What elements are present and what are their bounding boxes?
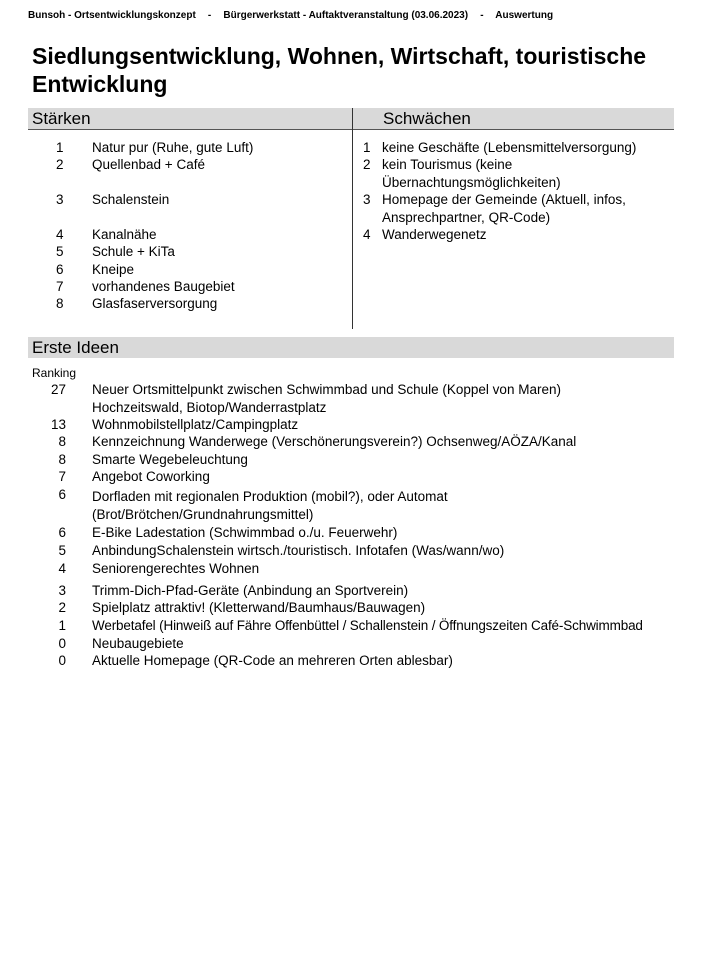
idea-text: AnbindungSchalenstein wirtsch./touristisch. Infotafen (Was/wann/wo) <box>92 543 505 558</box>
item-number: 2 <box>56 157 64 172</box>
item-text: Homepage der Gemeinde (Aktuell, infos, <box>382 192 626 207</box>
idea-text: Smarte Wegebeleuchtung <box>92 452 248 467</box>
rank-value: 4 <box>58 561 66 576</box>
item-text: Natur pur (Ruhe, gute Luft) <box>92 140 254 155</box>
idea-text: Werbetafel (Hinweiß auf Fähre Offenbüttel / Schallenstein / Öffnungszeiten Café-Schwimmbad <box>92 618 643 633</box>
idea-text: Spielplatz attraktiv! (Kletterwand/Baumhaus/Bauwagen) <box>92 600 426 615</box>
idea-text: Angebot Coworking <box>92 469 210 484</box>
idea-text: Neuer Ortsmittelpunkt zwischen Schwimmbad und Schule (Koppel von Maren) <box>92 382 561 397</box>
item-text: Kneipe <box>92 262 135 277</box>
rank-value: 5 <box>58 543 66 558</box>
header-separator: - <box>207 10 212 21</box>
header-project: Bunsoh - Ortsentwicklungskonzept <box>28 10 196 21</box>
rank-value: 3 <box>58 583 66 598</box>
item-text: keine Geschäfte (Lebensmittelversorgung) <box>382 140 637 155</box>
idea-text: Seniorengerechtes Wohnen <box>92 561 260 576</box>
rank-value: 27 <box>50 382 66 397</box>
ideen-heading: Erste Ideen <box>32 338 119 357</box>
rank-value: 13 <box>50 417 66 432</box>
page-title-line-2: Entwicklung <box>32 71 168 97</box>
schwaechen-heading: Schwächen <box>383 109 471 128</box>
rank-value: 7 <box>58 469 66 484</box>
item-text: Schule + KiTa <box>92 244 175 259</box>
page-title-line-1: Siedlungsentwicklung, Wohnen, Wirtschaft, touristische <box>32 43 647 69</box>
item-number: 6 <box>56 262 64 277</box>
ranking-label: Ranking <box>32 366 77 380</box>
idea-text: Aktuelle Homepage (QR-Code an mehreren Orten ablesbar) <box>92 653 453 668</box>
idea-text: Wohnmobilstellplatz/Campingplatz <box>92 417 299 432</box>
staerken-heading: Stärken <box>32 109 91 128</box>
item-number: 3 <box>56 192 64 207</box>
item-text: Wanderwegenetz <box>382 227 487 242</box>
item-text: Glasfaserversorgung <box>92 296 218 311</box>
item-text: Schalenstein <box>92 192 170 207</box>
header-separator: - <box>480 10 484 21</box>
item-number: 4 <box>363 227 371 242</box>
swot-header-bar <box>28 108 674 130</box>
rank-value: 8 <box>58 434 66 449</box>
item-number: 5 <box>56 244 64 259</box>
item-number: 1 <box>56 140 64 155</box>
item-text: Kanalnähe <box>92 227 157 242</box>
header-event: Bürgerwerkstatt - Auftaktveranstaltung (03.06.2023) <box>223 10 469 21</box>
item-text-continued: Übernachtungsmöglichkeiten) <box>382 174 561 190</box>
item-number: 3 <box>363 192 371 207</box>
item-number: 8 <box>56 296 64 311</box>
item-text-continued: Ansprechpartner, QR-Code) <box>382 209 551 225</box>
item-text: kein Tourismus (keine <box>382 157 513 172</box>
idea-text-continued: (Brot/Brötchen/Grundnahrungsmittel) <box>92 507 314 522</box>
item-number: 1 <box>363 140 371 155</box>
item-text: Quellenbad + Café <box>92 157 205 172</box>
idea-text: E-Bike Ladestation (Schwimmbad o./u. Feuerwehr) <box>92 525 398 540</box>
idea-text: Trimm-Dich-Pfad-Geräte (Anbindung an Sportverein) <box>92 583 409 598</box>
item-number: 2 <box>363 157 371 172</box>
rank-value: 6 <box>58 525 66 540</box>
rank-value: 2 <box>58 600 66 615</box>
item-text: vorhandenes Baugebiet <box>92 279 235 294</box>
rank-value: 0 <box>58 636 66 651</box>
document-header <box>28 10 688 21</box>
idea-text-continued: Hochzeitswald, Biotop/Wanderrastplatz <box>92 400 327 415</box>
idea-text: Neubaugebiete <box>92 636 184 651</box>
header-section: Auswertung <box>495 10 554 21</box>
rank-value: 1 <box>58 618 66 633</box>
page-title <box>32 42 682 98</box>
item-number: 7 <box>56 279 64 294</box>
rank-value: 0 <box>58 653 66 668</box>
ideen-header-bar <box>28 337 674 358</box>
idea-text: Kennzeichnung Wanderwege (Verschönerungsverein?) Ochsenweg/AÖZA/Kanal <box>92 434 577 449</box>
idea-text: Dorfladen mit regionalen Produktion (mobil?), oder Automat <box>92 489 448 504</box>
rank-value: 8 <box>58 452 66 467</box>
rank-value: 6 <box>58 487 66 502</box>
column-divider <box>352 108 353 329</box>
item-number: 4 <box>56 227 64 242</box>
